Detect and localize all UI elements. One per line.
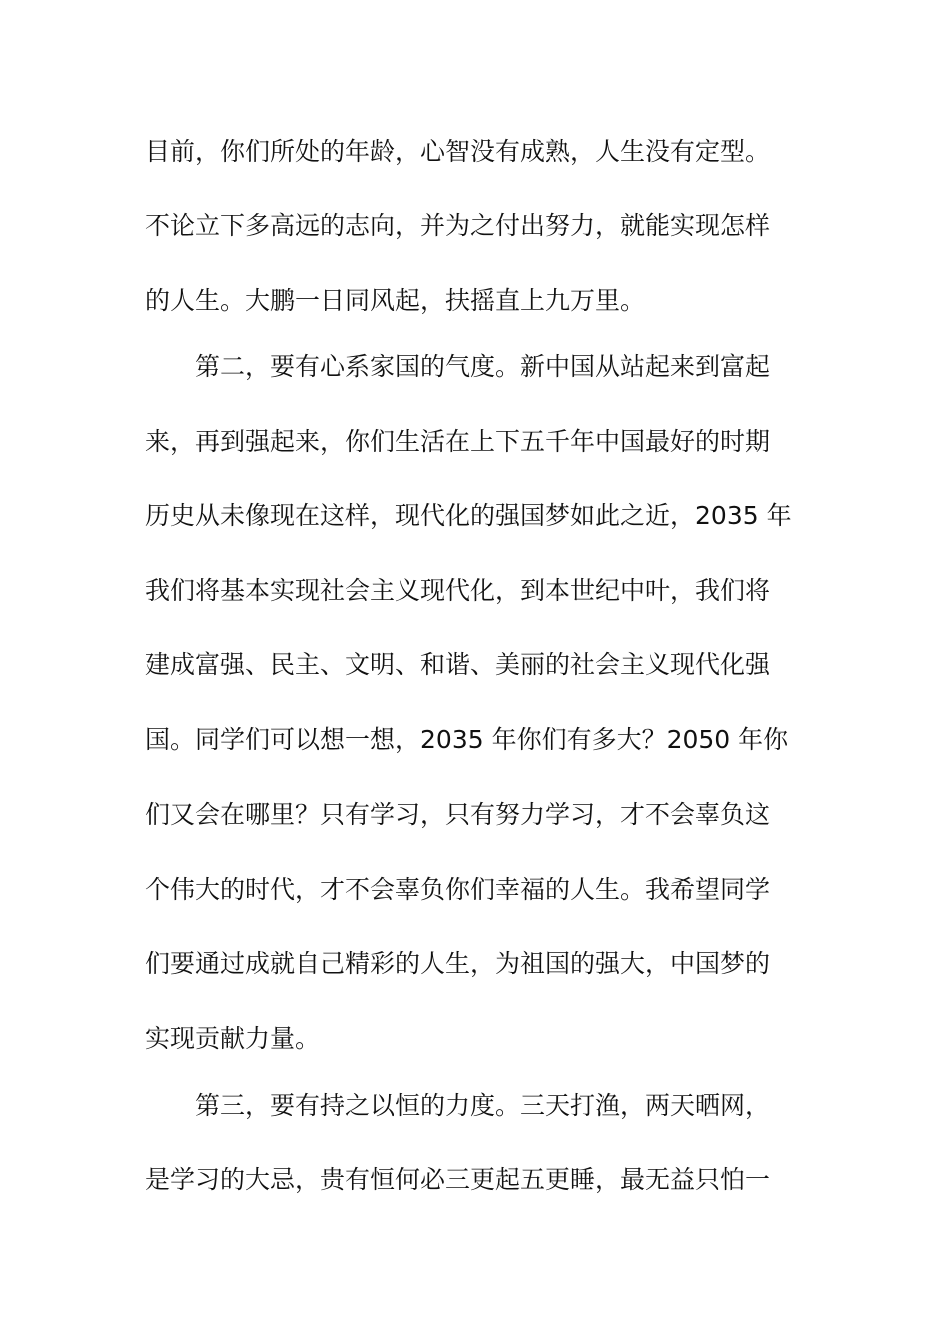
paragraph-first-line: 第二，要有心系家国的气度。新中国从站起来到富起 bbox=[195, 352, 771, 381]
text-line: 我们将基本实现社会主义现代化，到本世纪中叶，我们将 bbox=[145, 576, 771, 605]
text-line: 们要通过成就自己精彩的人生，为祖国的强大，中国梦的 bbox=[145, 949, 771, 978]
text-line: 建成富强、民主、文明、和谐、美丽的社会主义现代化强 bbox=[145, 650, 771, 679]
text-line: 实现贡献力量。 bbox=[145, 1024, 321, 1053]
text-line: 来，再到强起来，你们生活在上下五千年中国最好的时期 bbox=[145, 427, 771, 456]
paragraph-first-line: 第三，要有持之以恒的力度。三天打渔，两天晒网， bbox=[195, 1091, 771, 1120]
text-line: 目前，你们所处的年龄，心智没有成熟，人生没有定型。 bbox=[145, 137, 771, 166]
text-line: 的人生。大鹏一日同风起，扶摇直上九万里。 bbox=[145, 286, 646, 315]
text-line: 是学习的大忌，贵有恒何必三更起五更睡，最无益只怕一 bbox=[145, 1165, 771, 1194]
text-line: 不论立下多高远的志向，并为之付出努力，就能实现怎样 bbox=[145, 211, 771, 240]
text-line: 国。同学们可以想一想，2035 年你们有多大？2050 年你 bbox=[145, 725, 789, 754]
text-line: 历史从未像现在这样，现代化的强国梦如此之近，2035 年 bbox=[145, 501, 792, 530]
text-line: 个伟大的时代，才不会辜负你们幸福的人生。我希望同学 bbox=[145, 875, 771, 904]
text-line: 们又会在哪里？只有学习，只有努力学习，才不会辜负这 bbox=[145, 800, 771, 829]
